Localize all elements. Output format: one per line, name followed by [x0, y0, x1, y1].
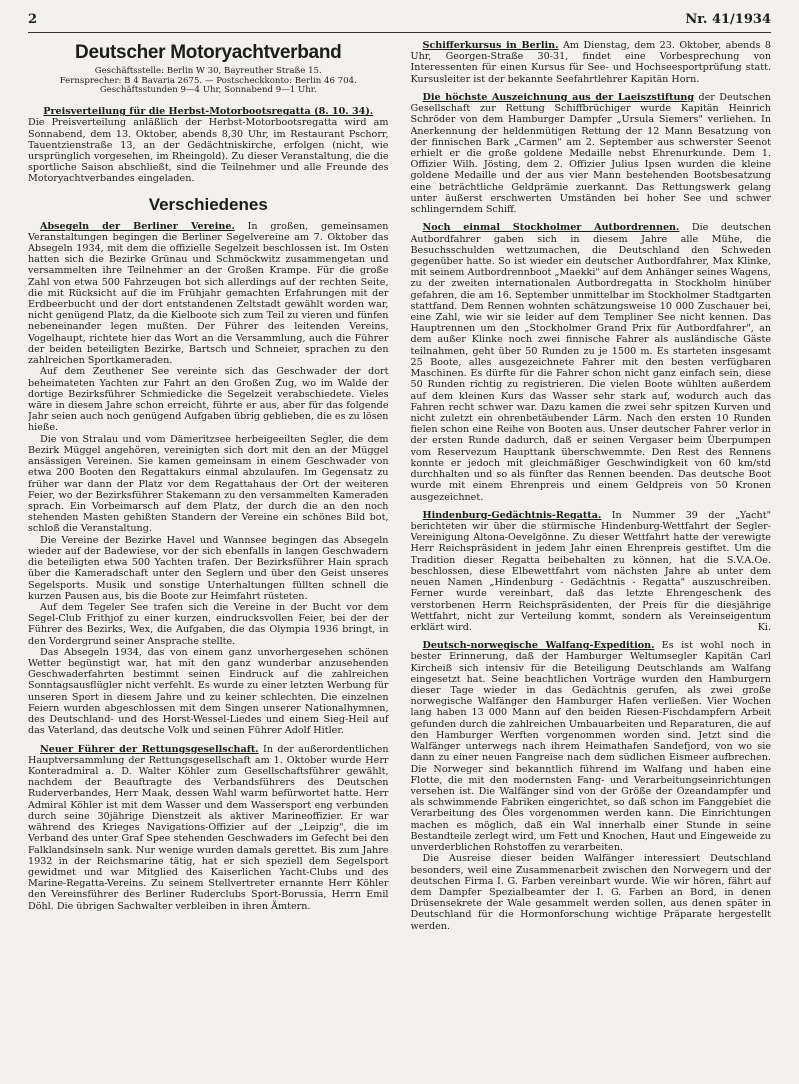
- article-hindenburg: [411, 510, 772, 633]
- article-paragraph: Die höchste Auszeichnung aus der Laeiszstiftung der Deutschen Gesellschaft zur Rettung Schiffbrüchiger wurde Kapitän Heinrich Schröder von dem Hamburger Dampfer „Ursula Siemers" verliehen. In Anerkennung der heldenmütigen Rettung der 12 Mann Besatzung von der finnischen Bark „Carmen" am 2. September aus schwerster Seenot erhielt er die große goldene Medaille nebst Ehrenurkunde. Dem 1. Offizier Wilh. Jösting, dem 2. Offizier Julius Ipsen wurden die kleine goldene Medaille und der aus vier Mann bestehenden Bootsbesatzung eine beträchtliche Geldprämie zuerkannt. Das Rettungswerk gelang unter äußerst erschwerten Umständen bei hoher See und schwer schlingerndem Schiff.: [410, 91, 771, 216]
- article-heading: Neuer Führer der Rettungsgesellschaft.: [40, 743, 259, 755]
- page-number: 2: [28, 12, 38, 27]
- article-paragraph: Noch einmal Stockholmer Autbordrennen. Die deutschen Autbordfahrer gaben sich in diesem Jahre alle Mühe, die Besuchsschulden wettzumachen, die Deutschland den Schweden gegenüber hatte. So ist wieder ein deutscher Autbordfahrer, Max Klinke, mit seinem Autbordrennboot „Maekki" auf dem Anhänger seines Wagens, zu der zweiten internationalen Autbordregatta in Stockholm hinüber gefahren, die am 16. September unmittelbar im Stockholmer Stadtgarten stattfand. Dem Rennen wohnten schätzungsweise 10 000 Zuschauer bei, eine Zahl, wie wir sie leider auf dem Templiner See nicht kennen. Das Hauptrennen um den „Stockholmer Grand Prix für Autbordfahrer", an dem außer Klinke noch zwei finnische Fahrer als ausländische Gäste teilnahmen, geht über 50 Runden zu je 1500 m. Es starteten insgesamt 25 Boote, alles ausgezeichnete Fahrer mit den besten verfügbaren Maschinen. Es dürfte für die Fahrer schon nicht ganz einfach sein, diese 50 Runden richtig zu registrieren. Die vielen Boote wühlten außerdem auf dem kleinen Kurs das Wasser sehr stark auf, wodurch auch das Fahren recht schwer war. Dazu kamen die zwei sehr spitzen Kurven und nicht zuletzt ein ohrenbetäubender Lärm. Nach den ersten 10 Runden fielen schon eine Reihe von Booten aus. Unser deutscher Fahrer verlor in der ersten Runde dadurch, daß er seinen Vergaser beim Überpumpen vom Reservezum Haupttank überschwemmte. Den Rest des Rennens konnte er jedoch mit gleichmäßiger Geschwindigkeit von 60 km/std durchhalten und so als fünfter das Rennen beenden. Das deutsche Boot wurde mit einem Ehrenpreis und einem Geldpreis von 50 Kronen ausgezeichnet.: [410, 222, 771, 503]
- article-paragraph: Schifferkursus in Berlin. Am Dienstag, dem 23. Oktober, abends 8 Uhr, Georgen-Straße 30-31, findet eine Vorbesprechung von Interessenten für einen Kursus für See- und Hochseesportprüfung statt. Kursusleiter ist der bekannte Seefahrtlehrer Kapitän Horn.: [410, 40, 771, 85]
- columns: [28, 40, 771, 1076]
- article-paragraph: Das Absegeln 1934, das von einem ganz unvorhergesehen schönen Wetter begünstigt war, hat mit den ganz wunderbar anzusehenden Geschwaderfahrten bestimmt seinen Eindruck auf die zahlreichen Sonntagsausflügler nicht verfehlt. Es wurde zu einer letzten Werbung für unseren Sport in diesem Jahre und zu keiner schlechten. Die einzelnen Feiern wurden abgeschlossen mit dem Singen unserer Nationalhymnen, des Deutschland- und des Horst-Wessel-Liedes und einem Sieg-Heil auf das Vaterland, das deutsche Volk und seinen Führer Adolf Hitler.: [28, 646, 389, 737]
- article-paragraph: Auf dem Tegeler See trafen sich die Vereine in der Bucht vor dem Segel-Club Frithjof zu einer kurzen, eindrucksvollen Feier, bei der der Führer des Bezirks, Wex, die Aufgaben, die das Olympia 1936 bringt, in den Vordergrund seiner Ansprache stellte.: [28, 601, 389, 647]
- article-paragraph: Neuer Führer der Rettungsgesellschaft. In der außerordentlichen Hauptversammlung der Rettungsgesellschaft am 1. Oktober wurde Herr Konteradmiral a. D. Walter Köhler zum Gesellschaftsführer gewählt, nachdem der Beauftragte des Verbandsführers des Deutschen Ruderverbandes, Herr Maak, dessen Wahl warm befürwortet hatte. Herr Admiral Köhler ist mit dem Wasser und dem Wassersport eng verbunden durch seine 30jährige Dienstzeit als aktiver Marineoffizier. Er war während des Krieges Navigations-Offizier auf der „Leipzig", die im Verband des unter Graf Spee stehenden Geschwaders im Gefecht bei den Falklandsinseln sank. Nur wenige wurden damals gerettet. Bis zum Jahre 1932 in der Reichsmarine tätig, hat er sich speziell dem Segelsport gewidmet und war Mitglied des Kaiserlichen Yacht-Clubs und des Marine-Regatta-Vereins. Zu seinem Stellvertreter ernannte Herr Köhler den Vereinsführer des Berliner Ruderclubs Sport-Borussia, Herrn Emil Döhl. Die übrigen Sachwalter verbleiben in ihren Ämtern.: [28, 743, 389, 912]
- issue-number: Nr. 41/1934: [685, 12, 771, 27]
- masthead-address: Geschäftsstelle: Berlin W 30, Bayreuther Straße 15.: [94, 66, 322, 77]
- left-column: [28, 40, 389, 1076]
- header-rule: [28, 32, 771, 33]
- article-heading: Die höchste Auszeichnung aus der Laeiszstiftung: [422, 91, 695, 103]
- article-stockholm: [411, 222, 772, 502]
- article-heading: Preisverteilung für die Herbst-Motorbootsregatta (8. 10. 34).: [43, 106, 374, 118]
- article-schifferkursus: [411, 40, 772, 85]
- article-heading: Schifferkursus in Berlin.: [422, 40, 559, 51]
- article-heading: Deutsch-norwegische Walfang-Expedition.: [422, 640, 655, 652]
- article-paragraph: Hindenburg-Gedächtnis-Regatta. In Nummer 39 der „Yacht" berichteten wir über die stürmische Hindenburg-Wettfahrt der Segler-Vereinigung Altona-Oevelgönne. Zu dieser Wettfahrt hatte der verewigte Herr Reichspräsident in jedem Jahr einen Ehrenpreis gestiftet. Um die Tradition dieser Regatta beibehalten zu können, hat die S.V.A.Oe. beschlossen, diese Elbewettfahrt vom nächsten Jahre ab unter dem neuen Namen „Hindenburg - Gedächtnis - Regatta" auszuschreiben. Ferner wurde vereinbart, daß das letzte Ehrengeschenk des verstorbenen Herrn Reichspräsidenten, der Preis für die diesjährige Wettfahrt, nicht zur Verteilung kommt, sondern als Vereinseigentum erklärt wird. Ki.: [410, 509, 771, 633]
- article-rettungsgesellschaft: [28, 744, 389, 912]
- section-title: Verschiedenes: [148, 194, 268, 214]
- author-sign: Ki.: [757, 621, 771, 633]
- article-paragraph: Absegeln der Berliner Vereine. In großen, gemeinsamen Veranstaltungen begingen die Berliner Segelvereine am 7. Oktober das Absegeln 1934, mit dem die offizielle Segelzeit beschlossen ist. Im Osten hatten sich die Bezirke Grünau und Schmöckwitz zusammengetan und versammelten ihre Teilnehmer an der Großen Krampe. Für die große Zahl von etwa 500 Fahrzeugen bot sich allerdings auf der rechten Seite, die mit Rücksicht auf die im Frühjahr gemachten Erfahrungen mit der Erdbeerbucht und der dort entstandenen Zeltstadt gewählt worden war, nicht genügend Platz, da die Kielboote sich zum Teil zu vieren und fünfen nebeneinander legen mußten. Der Führer des leitenden Vereins, Vogelhaupt, richtete hier das Wort an die Versammlung, auch die Führer der beiden beteiligten Bezirke, Bartsch und Schneier, sprachen zu den zahlreichen Sportkameraden.: [28, 220, 389, 367]
- running-header: [28, 12, 771, 32]
- masthead-title: Deutscher Motoryachtverband: [75, 42, 342, 63]
- article-preisverteilung: [28, 106, 389, 185]
- article-heading: Noch einmal Stockholmer Autbordrennen.: [422, 222, 680, 234]
- article-paragraph: Deutsch-norwegische Walfang-Expedition. Es ist wohl noch in bester Erinnerung, daß der Hamburger Weltumsegler Kapitän Carl Kircheiß sich intensiv für die Beteiligung Deutschlands am Walfang eingesetzt hat. Seine beachtlichen Vorträge wurden den Hamburgern dieser Tage wieder in das Gedächtnis gerufen, als zwei große norwegische Walfänger den Hamburger Hafen verließen. Vier Wochen lang haben 13 000 Mann auf den beiden Riesen-Fischdampfern Arbeit gefunden durch die zahlreichen Umbauarbeiten und Reparaturen, die auf den Hamburger Werften vorgenommen worden sind. Jetzt sind die Walfänger unterwegs nach ihrem Heimathafen Sandefjord, von wo sie dann zu einer neuen Fangreise nach dem südlichen Eismeer aufbrechen. Die Norweger sind bekanntlich führend im Walfang und haben eine Flotte, die mit den modernsten Fang- und Verarbeitungseinrichtungen versehen ist. Die Walfänger sind von der Größe der Ozeandampfer und als schwimmende Fabriken eingerichtet, so daß schon im Fanggebiet die Verarbeitung des Öles vorgenommen werden kann. Die Einrichtungen machen es möglich, daß ein Wal innerhalb einer Stunde in seine Bestandteile zerlegt wird, um Fett und Knochen, Haut und Eingeweide zu unverderblichen Rohstoffen zu verarbeiten.: [410, 640, 771, 854]
- right-column: [411, 40, 772, 1076]
- article-heading: Absegeln der Berliner Vereine.: [40, 220, 235, 232]
- article-paragraph: Die von Stralau und vom Dämeritzsee herbeigeeilten Segler, die dem Bezirk Müggel angehören, vereinigten sich dort mit den an der Müggel ansässigen Vereinen. Sie kamen gemeinsam in einem Geschwader von etwa 200 Booten den Regattakurs einmal abzulaufen. Im Gegensatz zu früher war dann der Platz vor dem Regattahaus der Ort der weiteren Feier, wo der Bezirksführer Stakemann zu den versammelten Kameraden sprach. Ein Vorbeimarsch auf dem Platz, der durch die an den noch stehenden Masten gehißten Standern der Vereine ein schönes Bild bot, schloß die Veranstaltung.: [28, 433, 389, 535]
- masthead-phone: Fernsprecher: B 4 Bavaria 2675. — Postscheckkonto: Berlin 46 704.: [59, 75, 357, 86]
- article-walfang: [411, 640, 772, 932]
- article-laeiszstiftung: [411, 92, 772, 215]
- article-absegeln: [28, 221, 389, 737]
- masthead-hours: Geschäftsstunden 9—4 Uhr, Sonnabend 9—1 Uhr.: [99, 85, 317, 96]
- article-heading: Hindenburg-Gedächtnis-Regatta.: [422, 509, 602, 521]
- article-paragraph: Auf dem Zeuthener See vereinte sich das Geschwader der dort beheimateten Yachten zur Fahrt an den Großen Zug, wo im Walde der dortige Bezirksführer Schmiedicke die Segelzeit verabschiedete. Vieles wäre in diesem Jahre schon erreicht, führte er aus, aber für das folgende Jahr seien auch noch genügend Aufgaben übrig geblieben, die es zu lösen hieße.: [28, 366, 389, 434]
- article-body: Die Preisverteilung anläßlich der Herbst-Motorbootsregatta wird am Sonnabend, dem 13. Oktober, abends 8,30 Uhr, im Restaurant Pschorr, Tauentzienstraße 13, an der Gedächtniskirche, erfolgen (nicht, wie ursprünglich vorgesehen, im Rheingold). Zu dieser Veranstaltung, die die sportliche Saison abschließt, sind die Teilnehmer und alle Freunde des Motoryachtverbandes eingeladen.: [28, 117, 389, 185]
- article-paragraph: Die Ausreise dieser beiden Walfänger interessiert Deutschland besonders, weil eine Zusammenarbeit zwischen den Norwegern und der deutschen Firma I. G. Farben vereinbart wurde. Wie wir hören, fährt auf dem Dampfer Spezialbeamter der I. G. Farben an Bord, in denen Drüsensekrete der Wale gesammelt werden sollen, aus denen später in Deutschland für die Hormonforschung wichtige Präparate hergestellt werden.: [410, 853, 771, 932]
- article-paragraph: Die Vereine der Bezirke Havel und Wannsee begingen das Absegeln wieder auf der Badewiese, vor der sich ebenfalls in langen Geschwadern die beteiligten etwa 500 Yachten trafen. Der Bezirksführer Hain sprach über die Kameradschaft unter den Seglern und über den Geist unseres Segelsports. Musik und sonstige Unterhaltungen füllten schnell die kurzen Pausen aus, bis die Boote zur Heimfahrt rüsteten.: [28, 534, 389, 602]
